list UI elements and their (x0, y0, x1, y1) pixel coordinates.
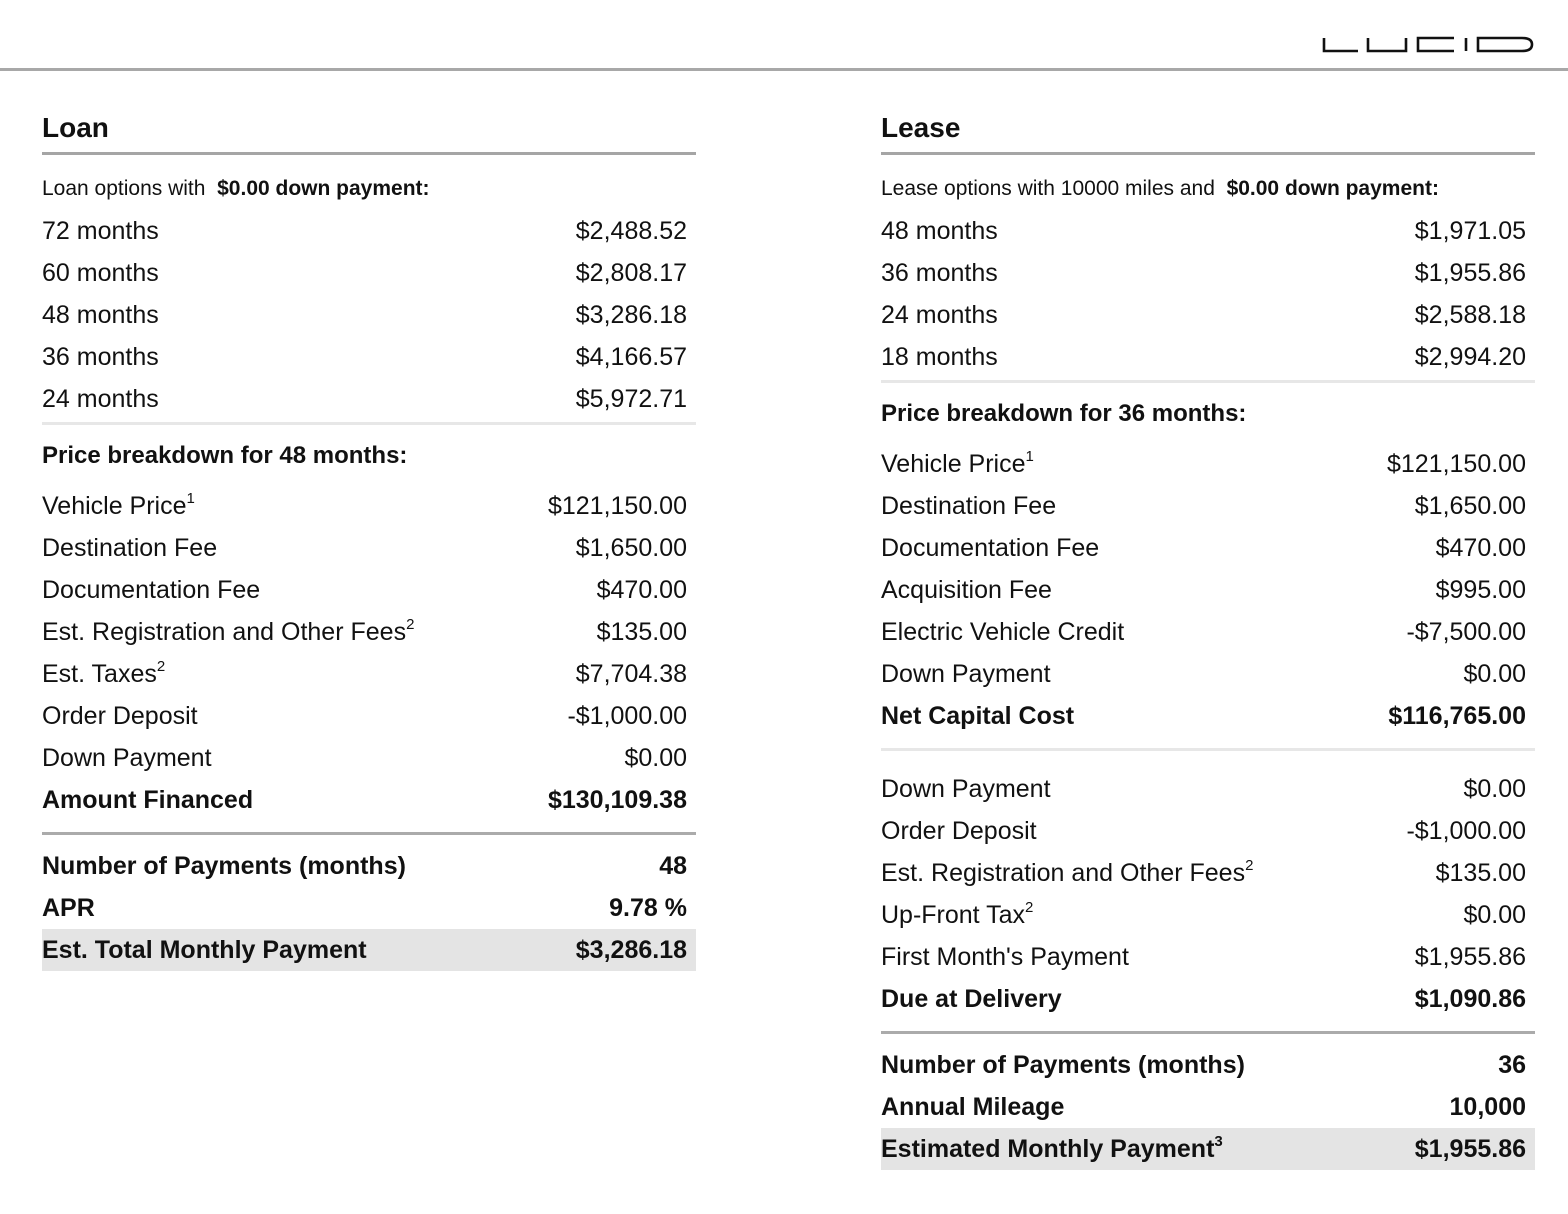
lease-breakdown-row (881, 569, 1535, 611)
loan-options-divider (42, 422, 696, 425)
lease-delivery-row (881, 852, 1535, 894)
loan-breakdown-label: Vehicle Price$^1$ (42, 489, 195, 520)
lease-delivery-amount: $1,955.86 (1414, 942, 1526, 971)
loan-option-term: 36 months (42, 342, 159, 371)
loan-option-term: 48 months (42, 300, 159, 329)
lease-delivery-row (881, 894, 1535, 936)
loan-breakdown-amount: $0.00 (624, 743, 687, 772)
lease-summary-value: 36 (1498, 1050, 1526, 1079)
loan-breakdown-amount: $130,109.38 (547, 785, 687, 814)
lease-breakdown-label: Net Capital Cost (881, 701, 1075, 730)
loan-breakdown-label: Documentation Fee (42, 575, 261, 604)
lease-option-row (881, 294, 1535, 336)
lease-delivery-row (881, 810, 1535, 852)
loan-breakdown-row (42, 569, 696, 611)
lease-summary (881, 1044, 1535, 1170)
loan-breakdown-row (42, 527, 696, 569)
loan-monthly-payment-row (42, 929, 696, 971)
loan-summary-label: Est. Total Monthly Payment (42, 935, 367, 964)
lease-summary-row (881, 1044, 1535, 1086)
lease-heading-divider (881, 152, 1535, 155)
lease-summary-value: $1,955.86 (1414, 1134, 1526, 1163)
footnote-marker: 3 (1214, 1132, 1223, 1150)
loan-option-row (42, 336, 696, 378)
lease-breakdown-row (881, 527, 1535, 569)
loan-summary (42, 845, 696, 971)
loan-heading: Loan (42, 112, 109, 143)
loan-option-amount: $2,808.17 (575, 258, 687, 287)
lease-options-divider (881, 380, 1535, 383)
lease-delivery-label: Est. Registration and Other Fees$^2$ (881, 856, 1254, 887)
lease-heading: Lease (881, 112, 961, 143)
lease-option-amount: $2,588.18 (1414, 300, 1526, 329)
lease-intro-text: Lease options with 10000 miles and (881, 177, 1215, 200)
loan-option-row (42, 210, 696, 252)
loan-summary-label: APR (42, 893, 95, 922)
loan-breakdown-amount: $135.00 (596, 617, 687, 646)
lease-option-amount: $1,955.86 (1414, 258, 1526, 287)
lease-summary-label: Annual Mileage (881, 1092, 1065, 1121)
loan-option-term: 72 months (42, 216, 159, 245)
lucid-logo (1322, 36, 1534, 54)
lease-delivery-label: Up-Front Tax$^2$ (881, 898, 1034, 929)
loan-breakdown-label: Est. Registration and Other Fees$^2$ (42, 615, 415, 646)
header-divider (0, 68, 1568, 71)
loan-breakdown-amount: -$1,000.00 (567, 701, 687, 730)
loan-option-amount: $5,972.71 (575, 384, 687, 413)
lease-delivery-label: Due at Delivery (881, 984, 1062, 1013)
lease-breakdown-amount: $116,765.00 (1388, 701, 1526, 730)
footnote-marker: 2 (156, 657, 166, 675)
loan-breakdown-amount: $1,650.00 (575, 533, 687, 562)
lease-breakdown-amount: $470.00 (1435, 533, 1526, 562)
loan-option-amount: $2,488.52 (575, 216, 687, 245)
lease-delivery-label: First Month's Payment (881, 942, 1129, 971)
loan-breakdown-row (42, 485, 696, 527)
lease-breakdown-label: Documentation Fee (881, 533, 1100, 562)
lease-delivery-list (881, 768, 1535, 1020)
lease-option-row (881, 252, 1535, 294)
lease-option-row (881, 336, 1535, 378)
lease-breakdown-amount: $995.00 (1435, 575, 1526, 604)
footnote-marker: 2 (406, 615, 415, 633)
loan-breakdown-row (42, 611, 696, 653)
footnote-marker: 2 (1245, 856, 1254, 874)
loan-option-row (42, 252, 696, 294)
loan-breakdown-label: Destination Fee (42, 533, 218, 562)
lease-breakdown-row (881, 443, 1535, 485)
loan-summary-row (42, 887, 696, 929)
lease-breakdown-amount: -$7,500.00 (1406, 617, 1526, 646)
lease-delivery-label: Down Payment (881, 774, 1051, 803)
lease-breakdown-label: Electric Vehicle Credit (881, 617, 1125, 646)
lease-option-term: 48 months (881, 216, 998, 245)
loan-breakdown-row (42, 653, 696, 695)
footnote-marker: 1 (1025, 447, 1034, 465)
lease-breakdown-label: Acquisition Fee (881, 575, 1052, 604)
lease-option-amount: $2,994.20 (1414, 342, 1526, 371)
lease-option-row (881, 210, 1535, 252)
lease-summary-label: Estimated Monthly Payment$^3$ (881, 1132, 1223, 1163)
lease-breakdown-title: Price breakdown for 36 months: (881, 400, 1247, 427)
loan-breakdown-amount: $121,150.00 (547, 491, 687, 520)
lease-delivery-amount: -$1,000.00 (1406, 816, 1526, 845)
lease-summary-row (881, 1086, 1535, 1128)
loan-amount-financed-row (42, 779, 696, 821)
lease-option-term: 36 months (881, 258, 998, 287)
lease-options-list (881, 210, 1535, 378)
lease-summary-label: Number of Payments (months) (881, 1050, 1245, 1079)
logo-letter-d (1478, 38, 1532, 51)
lease-delivery-amount: $135.00 (1435, 858, 1526, 887)
loan-summary-value: $3,286.18 (575, 935, 687, 964)
loan-intro (42, 176, 696, 202)
lease-option-term: 24 months (881, 300, 998, 329)
lease-due-at-delivery-row (881, 978, 1535, 1020)
loan-heading-divider (42, 152, 696, 155)
lease-breakdown-row (881, 611, 1535, 653)
loan-summary-value: 48 (659, 851, 687, 880)
loan-option-amount: $4,166.57 (575, 342, 687, 371)
loan-breakdown-label: Down Payment (42, 743, 212, 772)
lease-option-term: 18 months (881, 342, 998, 371)
lease-intro (881, 176, 1535, 202)
loan-breakdown-amount: $470.00 (596, 575, 687, 604)
lease-breakdown-label: Destination Fee (881, 491, 1057, 520)
lease-breakdown-label: Vehicle Price$^1$ (881, 447, 1034, 478)
loan-option-term: 24 months (42, 384, 159, 413)
lease-summary-divider (881, 1031, 1535, 1034)
loan-options-list (42, 210, 696, 420)
loan-breakdown-row (42, 695, 696, 737)
loan-summary-label: Number of Payments (months) (42, 851, 406, 880)
lease-delivery-row (881, 936, 1535, 978)
lease-breakdown-row (881, 653, 1535, 695)
loan-breakdown-label: Order Deposit (42, 701, 198, 730)
lease-delivery-label: Order Deposit (881, 816, 1037, 845)
loan-summary-value: 9.78 % (609, 893, 687, 922)
loan-option-term: 60 months (42, 258, 159, 287)
loan-breakdown-label: Amount Financed (42, 785, 254, 814)
lease-breakdown-label: Down Payment (881, 659, 1051, 688)
lease-delivery-amount: $0.00 (1463, 774, 1526, 803)
lease-breakdown-row (881, 485, 1535, 527)
loan-breakdown-row (42, 737, 696, 779)
logo-letter-u (1368, 38, 1406, 51)
lease-delivery-divider (881, 748, 1535, 751)
lease-intro-down-payment: $0.00 down payment: (1226, 177, 1439, 200)
lease-summary-value: 10,000 (1449, 1092, 1526, 1121)
logo-letter-c (1418, 38, 1454, 51)
lease-breakdown-amount: $1,650.00 (1414, 491, 1526, 520)
loan-option-amount: $3,286.18 (575, 300, 687, 329)
loan-panel (42, 108, 696, 971)
lease-delivery-amount: $0.00 (1463, 900, 1526, 929)
loan-intro-down-payment: $0.00 down payment: (217, 177, 430, 200)
loan-intro-text: Loan options with (42, 177, 206, 200)
lease-delivery-amount: $1,090.86 (1414, 984, 1526, 1013)
loan-breakdown-list (42, 485, 696, 821)
lease-option-amount: $1,971.05 (1414, 216, 1526, 245)
loan-breakdown-amount: $7,704.38 (575, 659, 687, 688)
loan-option-row (42, 378, 696, 420)
footnote-marker: 2 (1025, 898, 1034, 916)
logo-letter-l (1324, 38, 1358, 51)
loan-option-row (42, 294, 696, 336)
lease-breakdown-amount: $121,150.00 (1386, 449, 1526, 478)
footnote-marker: 1 (186, 489, 195, 507)
lease-delivery-row (881, 768, 1535, 810)
lease-monthly-payment-row (881, 1128, 1535, 1170)
loan-breakdown-title: Price breakdown for 48 months: (42, 442, 408, 469)
lease-panel (881, 108, 1535, 1170)
loan-breakdown-label: Est. Taxes$^2$ (42, 657, 166, 688)
loan-summary-divider (42, 832, 696, 835)
loan-summary-row (42, 845, 696, 887)
lease-breakdown-list (881, 443, 1535, 737)
lease-net-capital-cost-row (881, 695, 1535, 737)
lease-breakdown-amount: $0.00 (1463, 659, 1526, 688)
